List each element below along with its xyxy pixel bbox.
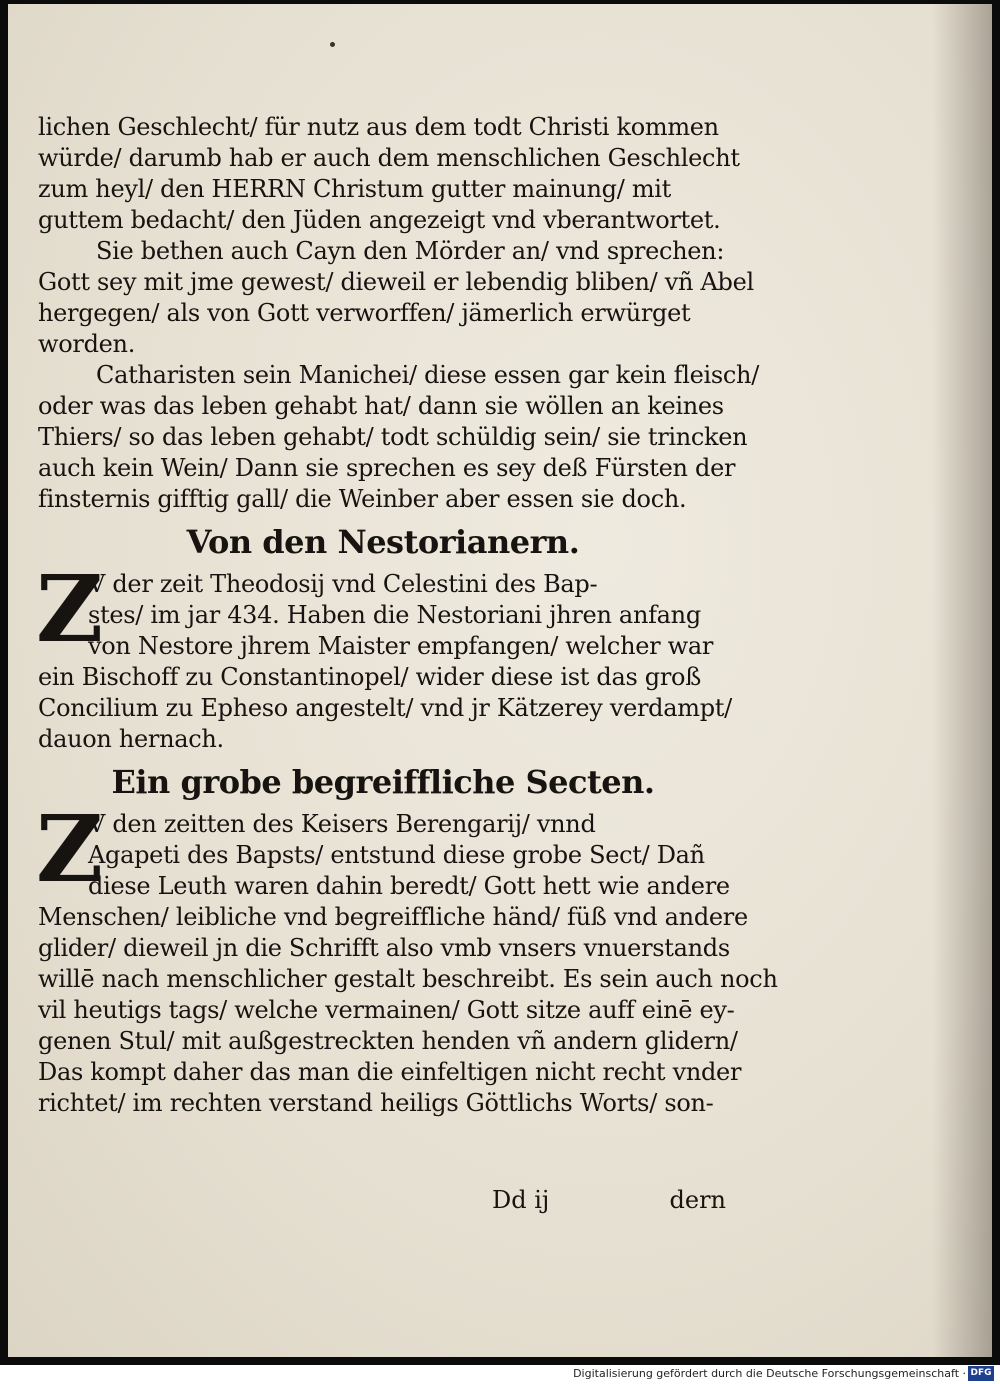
text-line: richtet/ im rechten verstand heiligs Göttlichs Worts/ son- <box>38 1089 714 1117</box>
paragraph-1 <box>38 112 740 236</box>
text-line: Thiers/ so das leben gehabt/ todt schüldig sein/ sie trincken <box>38 423 748 451</box>
text-line: worden. <box>38 330 136 358</box>
ink-spot <box>330 42 335 47</box>
signature-mark: Dd ij <box>492 1186 550 1214</box>
text-line: guttem bedacht/ den Jüden angezeigt vnd vberantwortet. <box>38 206 721 234</box>
text-line: dauon hernach. <box>38 725 224 753</box>
text-line: lichen Geschlecht/ für nutz aus dem todt Christi kommen <box>38 113 719 141</box>
text-line: zum heyl/ den HERRN Christum gutter mainung/ mit <box>38 175 672 203</box>
text-line: Agapeti des Bapsts/ entstund diese grobe Sect/ Dañ <box>88 841 705 869</box>
text-line: vil heutigs tags/ welche vermainen/ Gott sitze auff einē ey- <box>38 996 735 1024</box>
dfg-logo: DFG <box>968 1366 994 1381</box>
text-line: diese Leuth waren dahin beredt/ Gott hett wie andere <box>88 872 730 900</box>
text-line: V der zeit Theodosij vnd Celestini des Bap- <box>88 570 598 598</box>
book-page <box>8 4 992 1357</box>
text-line: auch kein Wein/ Dann sie sprechen es sey deß Fürsten der <box>38 454 736 482</box>
drop-cap: Z <box>36 555 104 663</box>
paragraph-3 <box>38 360 760 515</box>
text-line: finsternis gifftig gall/ die Weinber aber essen sie doch. <box>38 485 687 513</box>
text-line: ein Bischoff zu Constantinopel/ wider diese ist das groß <box>38 663 701 691</box>
text-line: oder was das leben gehabt hat/ dann sie wöllen an keines <box>38 392 724 420</box>
text-line: genen Stul/ mit außgestreckten henden vñ andern glidern/ <box>38 1027 738 1055</box>
section-heading-nestorians: Von den Nestorianern. <box>186 523 580 561</box>
drop-cap: Z <box>36 795 104 903</box>
text-line: hergegen/ als von Gott verworffen/ jämerlich erwürget <box>38 299 691 327</box>
page-text <box>36 112 778 1119</box>
page-gutter-shadow <box>932 4 992 1357</box>
text-line: von Nestore jhrem Maister empfangen/ welcher war <box>88 632 714 660</box>
text-line: Menschen/ leibliche vnd begreiffliche händ/ füß vnd andere <box>38 903 748 931</box>
text-line: V den zeitten des Keisers Berengarij/ vnnd <box>88 810 596 838</box>
text-line: Das kompt daher das man die einfeltigen nicht recht vnder <box>38 1058 742 1086</box>
section-sect <box>36 795 778 1119</box>
page-footer-marks <box>486 1186 726 1218</box>
text-line: Gott sey mit jme gewest/ dieweil er lebendig bliben/ vñ Abel <box>38 268 754 296</box>
text-line: stes/ im jar 434. Haben die Nestoriani jhren anfang <box>88 601 701 629</box>
text-line: glider/ dieweil jn die Schrifft also vmb vnsers vnuerstands <box>38 934 730 962</box>
digitization-credit: Digitalisierung gefördert durch die Deutsche Forschungsgemeinschaft · <box>573 1367 966 1380</box>
paragraph-2 <box>38 236 754 360</box>
section-nestorians <box>36 555 732 755</box>
text-line: würde/ darumb hab er auch dem menschlichen Geschlecht <box>38 144 740 172</box>
text-line: Sie bethen auch Cayn den Mörder an/ vnd sprechen: <box>96 237 725 265</box>
text-line: Catharisten sein Manichei/ diese essen gar kein fleisch/ <box>96 361 760 389</box>
section-heading-sect: Ein grobe begreiffliche Secten. <box>111 763 655 801</box>
text-line: Concilium zu Epheso angestelt/ vnd jr Kätzerey verdampt/ <box>38 694 732 722</box>
catchword: dern <box>669 1186 726 1214</box>
text-line: willē nach menschlicher gestalt beschreibt. Es sein auch noch <box>38 965 778 993</box>
